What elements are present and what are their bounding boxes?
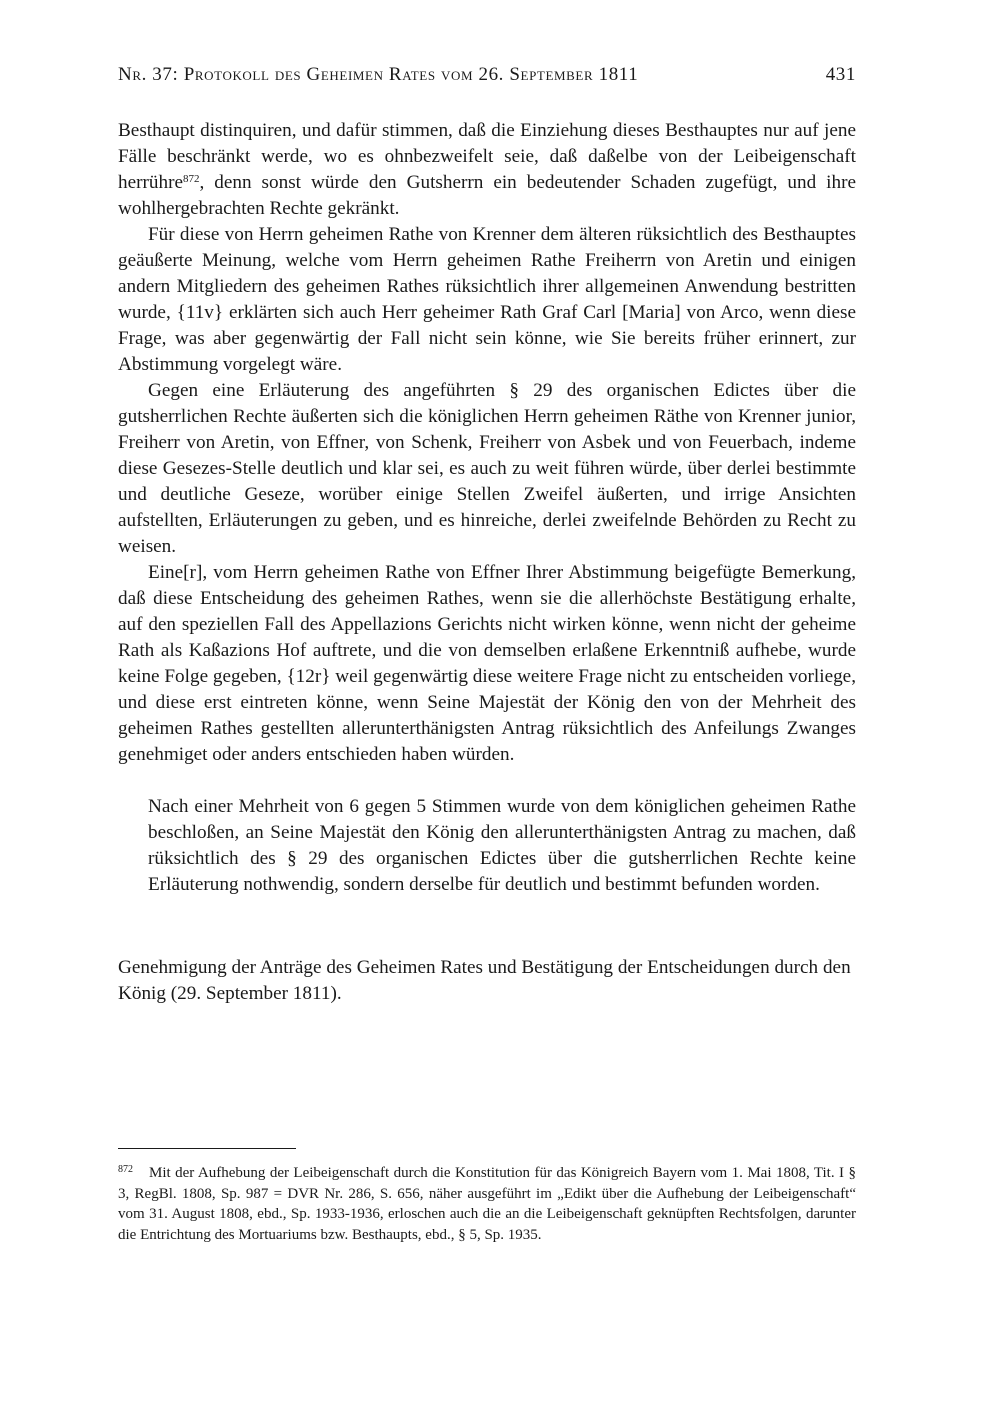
approval-note: Genehmigung der Anträge des Geheimen Rates und Bestätigung der Entscheidungen durch den König (29. September 1811). bbox=[118, 957, 851, 1004]
footnote-reference[interactable]: 872 bbox=[182, 173, 200, 185]
footnote-text: Mit der Aufhebung der Leibeigenschaft durch die Konstitution für das Königreich Bayern vom 1. Mai 1808, Tit. I § 3, RegBl. 1808, Sp. 987 = DVR Nr. 286, S. 656, näher ausgeführt im „Edikt über die Aufhebung der Leibeigenschaft“ vom 31. August 1808, ebd., Sp. 1933-1936, erloschen auch die an die Leibeigenschaft geknüpften Rechtsfolgen, darunter die Entrichtung des Mortuariums bzw. Besthaupts, ebd., § 5, Sp. 1935. bbox=[118, 1165, 856, 1243]
paragraph-1-end: , denn sonst würde den Gutsherrn ein bedeutender Schaden zugefügt, und ihre wohlhergebrachten Rechte gekränkt. bbox=[118, 172, 856, 219]
resolution-block: Nach einer Mehrheit von 6 gegen 5 Stimmen wurde von dem königlichen geheimen Rathe beschloßen, an Seine Majestät den König den allerunterthänigsten Antrag zu machen, daß rüksichtlich des § 29 des organischen Edictes über die gutsherrlichen Rechte keine Erläuterung nothwendig, sondern derselbe für deutlich und bestimmt befunden worden. bbox=[148, 796, 856, 895]
paragraph-2: Für diese von Herrn geheimen Rathe von Krenner dem älteren rüksichtlich des Besthauptes geäußerte Meinung, welche vom Herrn geheimen Rathe Freiherrn von Aretin und einigen andern Mitgliedern des geheimen Rathes rüksichtlich ihrer allgemeinen Anwendung bestritten wurde, {11v} erklärten sich auch Herr geheimer Rath Graf Carl [Maria] von Arco, wenn diese Frage, was aber gegenwärtig der Fall nicht sein könne, wie Sie bereits früher erinnert, zur Abstimmung vorgelegt wäre. bbox=[118, 224, 856, 375]
paragraph-1-start: Besthaupt distinquiren, und dafür stimmen, daß die Einziehung dieses Besthauptes nur auf jene Fälle beschränkt werde, wo es ohnbezweifelt seie, daß daßelbe von der Leibeigenschaft herrühre bbox=[118, 120, 856, 193]
page-number: 431 bbox=[825, 64, 856, 85]
footnote-872 bbox=[118, 1160, 856, 1245]
running-title: Nr. 37: Protokoll des Geheimen Rates vom 26. September 1811 bbox=[118, 64, 639, 85]
footnote-number: 872 bbox=[118, 1164, 133, 1175]
footnote-divider bbox=[118, 1148, 296, 1149]
paragraph-4: Eine[r], vom Herrn geheimen Rathe von Effner Ihrer Abstimmung beigefügte Bemerkung, daß diese Entscheidung des geheimen Rathes, wenn sie die allerhöchste Bestätigung erhalte, auf den speziellen Fall des Appellazions Gerichts nicht wirken könne, wenn nicht der geheime Rath als Kaßazions Hof auftrete, und die von demselben erlaßene Erkenntniß aufhebe, wurde keine Folge gegeben, {12r} weil gegenwärtig diese weitere Frage nicht zu entscheiden vorliege, und diese erst eintreten könne, wenn Seine Majestät der König den von der Mehrheit des geheimen Rathes gestellten allerunterthänigsten Antrag rüksichtlich des Anfeilungs Zwanges genehmiget oder anders entschieden haben würden. bbox=[118, 562, 856, 765]
paragraph-3: Gegen eine Erläuterung des angeführten § 29 des organischen Edictes über die gutsherrlichen Rechte äußerten sich die königlichen Herrn geheimen Räthe von Krenner junior, Freiherr von Aretin, von Effner, von Schenk, Freiherr von Asbek und von Feuerbach, indeme diese Gesezes-Stelle deutlich und klar sei, es auch zu weit führen würde, über derlei bestimmte und deutliche Geseze, worüber einige Stellen Zweifel äußerten, und irrige Ansichten aufstellten, Erläuterungen zu geben, und es hinreiche, derlei zweifelnde Behörden zu Recht zu weisen. bbox=[118, 380, 856, 557]
paragraph-1 bbox=[118, 118, 856, 222]
running-header bbox=[118, 64, 856, 94]
main-text bbox=[118, 118, 856, 768]
